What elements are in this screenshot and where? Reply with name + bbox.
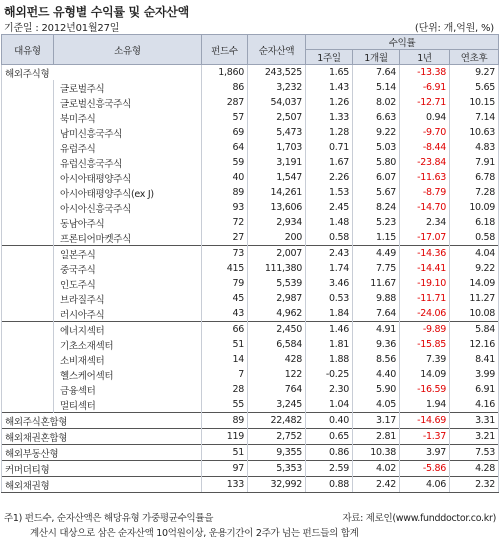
table-row bbox=[2, 367, 499, 382]
cell-net-assets: 2,007 bbox=[248, 246, 306, 262]
cell-1-week: 1.46 bbox=[306, 322, 353, 338]
cell-1-month: 7.64 bbox=[353, 65, 400, 81]
cell-ytd: 8.41 bbox=[450, 352, 499, 367]
cell-1-month: 3.17 bbox=[353, 413, 400, 429]
cell-ytd: 6.91 bbox=[450, 382, 499, 397]
cell-net-assets: 9,355 bbox=[248, 445, 306, 461]
cell-fund-count: 64 bbox=[202, 140, 248, 155]
cell-category: 커머더티형 bbox=[2, 461, 202, 477]
footnote-line-2: 계산시 대상으로 삼은 순자산액 10억원이상, 운용기간이 2주가 넘는 펀드들의 합계 bbox=[30, 528, 359, 539]
cell-ytd: 3.21 bbox=[450, 429, 499, 445]
cell-ytd: 7.53 bbox=[450, 445, 499, 461]
cell-net-assets: 243,525 bbox=[248, 65, 306, 81]
cell-1-year: -24.06 bbox=[400, 306, 450, 322]
cell-1-month: 8.24 bbox=[353, 200, 400, 215]
cell-1-year: 14.09 bbox=[400, 367, 450, 382]
cell-1-year: 7.39 bbox=[400, 352, 450, 367]
cell-fund-count: 40 bbox=[202, 170, 248, 185]
cell-subtype: 글로벌주식 bbox=[54, 80, 202, 95]
cell-net-assets: 2,450 bbox=[248, 322, 306, 338]
cell-ytd: 0.58 bbox=[450, 230, 499, 246]
cell-1-week: 0.40 bbox=[306, 413, 353, 429]
cell-fund-count: 69 bbox=[202, 125, 248, 140]
table-row bbox=[2, 291, 499, 306]
cell-fund-count: 51 bbox=[202, 445, 248, 461]
cell-1-week: 1.88 bbox=[306, 352, 353, 367]
cell-ytd: 4.04 bbox=[450, 246, 499, 262]
header-returns-group: 수익률 bbox=[306, 35, 499, 50]
cell-1-week: -0.25 bbox=[306, 367, 353, 382]
cell-1-month: 7.64 bbox=[353, 306, 400, 322]
cell-1-month: 8.56 bbox=[353, 352, 400, 367]
cell-fund-count: 14 bbox=[202, 352, 248, 367]
header-1-month: 1개월 bbox=[353, 50, 400, 65]
cell-ytd: 14.09 bbox=[450, 276, 499, 291]
cell-1-year: -9.89 bbox=[400, 322, 450, 338]
cell-1-month: 5.23 bbox=[353, 215, 400, 230]
cell-net-assets: 6,584 bbox=[248, 337, 306, 352]
cell-1-year: -8.79 bbox=[400, 185, 450, 200]
source-credit: 자료: 제로인(www.funddoctor.co.kr) bbox=[342, 513, 496, 524]
cell-1-month: 5.67 bbox=[353, 185, 400, 200]
cell-subtype: 소비재섹터 bbox=[54, 352, 202, 367]
cell-1-year: -17.07 bbox=[400, 230, 450, 246]
document-title: 해외펀드 유형별 수익률 및 순자산액 bbox=[4, 5, 189, 19]
cell-fund-count: 51 bbox=[202, 337, 248, 352]
cell-category bbox=[2, 95, 54, 110]
cell-ytd: 9.22 bbox=[450, 261, 499, 276]
cell-net-assets: 1,703 bbox=[248, 140, 306, 155]
cell-net-assets: 1,547 bbox=[248, 170, 306, 185]
cell-1-week: 0.58 bbox=[306, 230, 353, 246]
cell-category bbox=[2, 306, 54, 322]
cell-net-assets: 4,962 bbox=[248, 306, 306, 322]
table-row bbox=[2, 397, 499, 413]
cell-category bbox=[2, 246, 54, 262]
cell-1-year: -11.63 bbox=[400, 170, 450, 185]
cell-net-assets: 3,232 bbox=[248, 80, 306, 95]
cell-fund-count: 66 bbox=[202, 322, 248, 338]
cell-net-assets: 764 bbox=[248, 382, 306, 397]
cell-1-year: -14.69 bbox=[400, 413, 450, 429]
cell-1-week: 1.26 bbox=[306, 95, 353, 110]
table-row bbox=[2, 65, 499, 81]
cell-fund-count: 45 bbox=[202, 291, 248, 306]
header-subtype: 소유형 bbox=[54, 35, 202, 65]
cell-1-month: 2.81 bbox=[353, 429, 400, 445]
cell-1-year: 3.97 bbox=[400, 445, 450, 461]
table-row bbox=[2, 477, 499, 493]
table-row bbox=[2, 185, 499, 200]
cell-ytd: 3.99 bbox=[450, 367, 499, 382]
cell-subtype: 남미신흥국주식 bbox=[54, 125, 202, 140]
cell-net-assets: 54,037 bbox=[248, 95, 306, 110]
table-row bbox=[2, 170, 499, 185]
cell-fund-count: 119 bbox=[202, 429, 248, 445]
cell-fund-count: 27 bbox=[202, 230, 248, 246]
table-row bbox=[2, 80, 499, 95]
table-row bbox=[2, 429, 499, 445]
cell-category bbox=[2, 155, 54, 170]
cell-net-assets: 5,473 bbox=[248, 125, 306, 140]
cell-1-week: 2.45 bbox=[306, 200, 353, 215]
table-row bbox=[2, 125, 499, 140]
cell-subtype: 아시아태평양주식(ex J) bbox=[54, 185, 202, 200]
cell-net-assets: 2,987 bbox=[248, 291, 306, 306]
cell-1-week: 2.26 bbox=[306, 170, 353, 185]
table-body bbox=[2, 65, 499, 493]
cell-1-year: -12.71 bbox=[400, 95, 450, 110]
cell-subtype: 금융섹터 bbox=[54, 382, 202, 397]
cell-ytd: 10.15 bbox=[450, 95, 499, 110]
cell-subtype: 인도주식 bbox=[54, 276, 202, 291]
cell-category bbox=[2, 291, 54, 306]
cell-category bbox=[2, 215, 54, 230]
cell-1-month: 6.63 bbox=[353, 110, 400, 125]
unit-label: (단위: 개,억원, %) bbox=[414, 23, 494, 34]
cell-fund-count: 79 bbox=[202, 276, 248, 291]
cell-ytd: 4.28 bbox=[450, 461, 499, 477]
cell-1-month: 9.36 bbox=[353, 337, 400, 352]
cell-subtype: 러시아주식 bbox=[54, 306, 202, 322]
cell-category: 해외주식혼합형 bbox=[2, 413, 202, 429]
cell-category: 해외주식형 bbox=[2, 65, 202, 81]
cell-fund-count: 59 bbox=[202, 155, 248, 170]
cell-subtype: 헬스케어섹터 bbox=[54, 367, 202, 382]
cell-1-year: -19.10 bbox=[400, 276, 450, 291]
header-1-year: 1년 bbox=[400, 50, 450, 65]
cell-1-week: 0.86 bbox=[306, 445, 353, 461]
cell-fund-count: 93 bbox=[202, 200, 248, 215]
cell-subtype: 기초소재섹터 bbox=[54, 337, 202, 352]
cell-1-week: 1.28 bbox=[306, 125, 353, 140]
cell-fund-count: 89 bbox=[202, 413, 248, 429]
cell-fund-count: 7 bbox=[202, 367, 248, 382]
footnote-text: 주1) 펀드수, 순자산액은 해당유형 가중평균수익률을 bbox=[4, 513, 214, 524]
cell-1-week: 2.43 bbox=[306, 246, 353, 262]
cell-1-year: -15.85 bbox=[400, 337, 450, 352]
cell-category: 해외부동산형 bbox=[2, 445, 202, 461]
cell-net-assets: 22,482 bbox=[248, 413, 306, 429]
cell-category bbox=[2, 322, 54, 338]
table-row bbox=[2, 445, 499, 461]
cell-ytd: 7.28 bbox=[450, 185, 499, 200]
cell-fund-count: 133 bbox=[202, 477, 248, 493]
cell-1-month: 9.22 bbox=[353, 125, 400, 140]
cell-1-week: 0.53 bbox=[306, 291, 353, 306]
cell-1-month: 6.07 bbox=[353, 170, 400, 185]
cell-net-assets: 5,539 bbox=[248, 276, 306, 291]
cell-net-assets: 2,507 bbox=[248, 110, 306, 125]
cell-1-year: -9.70 bbox=[400, 125, 450, 140]
cell-net-assets: 5,353 bbox=[248, 461, 306, 477]
cell-1-year: 1.94 bbox=[400, 397, 450, 413]
cell-1-month: 8.02 bbox=[353, 95, 400, 110]
cell-1-week: 1.74 bbox=[306, 261, 353, 276]
cell-ytd: 6.78 bbox=[450, 170, 499, 185]
cell-1-month: 4.49 bbox=[353, 246, 400, 262]
cell-1-year: -23.84 bbox=[400, 155, 450, 170]
cell-category bbox=[2, 110, 54, 125]
cell-1-year: -11.71 bbox=[400, 291, 450, 306]
cell-1-month: 1.15 bbox=[353, 230, 400, 246]
table-row bbox=[2, 461, 499, 477]
cell-1-year: 2.34 bbox=[400, 215, 450, 230]
cell-net-assets: 2,934 bbox=[248, 215, 306, 230]
footnote-line-1 bbox=[4, 510, 496, 524]
table-row bbox=[2, 200, 499, 215]
table-row bbox=[2, 322, 499, 338]
cell-category bbox=[2, 367, 54, 382]
cell-1-week: 1.33 bbox=[306, 110, 353, 125]
cell-net-assets: 3,191 bbox=[248, 155, 306, 170]
cell-1-year: -1.37 bbox=[400, 429, 450, 445]
table-row bbox=[2, 95, 499, 110]
cell-subtype: 유럽신흥국주식 bbox=[54, 155, 202, 170]
header-fund-count: 펀드수 bbox=[202, 35, 248, 65]
table-row bbox=[2, 246, 499, 262]
cell-1-year: -13.38 bbox=[400, 65, 450, 81]
cell-fund-count: 28 bbox=[202, 382, 248, 397]
table-row bbox=[2, 215, 499, 230]
cell-subtype: 북미주식 bbox=[54, 110, 202, 125]
cell-ytd: 4.16 bbox=[450, 397, 499, 413]
table-row bbox=[2, 276, 499, 291]
cell-category bbox=[2, 397, 54, 413]
cell-net-assets: 428 bbox=[248, 352, 306, 367]
cell-ytd: 3.31 bbox=[450, 413, 499, 429]
cell-category bbox=[2, 337, 54, 352]
cell-net-assets: 122 bbox=[248, 367, 306, 382]
cell-1-year: -8.44 bbox=[400, 140, 450, 155]
cell-ytd: 11.27 bbox=[450, 291, 499, 306]
cell-category bbox=[2, 170, 54, 185]
cell-net-assets: 14,261 bbox=[248, 185, 306, 200]
cell-1-month: 11.67 bbox=[353, 276, 400, 291]
cell-1-month: 7.75 bbox=[353, 261, 400, 276]
cell-1-month: 4.91 bbox=[353, 322, 400, 338]
cell-1-year: -14.70 bbox=[400, 200, 450, 215]
cell-category bbox=[2, 125, 54, 140]
cell-category bbox=[2, 185, 54, 200]
cell-fund-count: 73 bbox=[202, 246, 248, 262]
cell-fund-count: 97 bbox=[202, 461, 248, 477]
cell-subtype: 동남아주식 bbox=[54, 215, 202, 230]
cell-ytd: 10.08 bbox=[450, 306, 499, 322]
cell-ytd: 10.63 bbox=[450, 125, 499, 140]
cell-fund-count: 72 bbox=[202, 215, 248, 230]
cell-category bbox=[2, 261, 54, 276]
cell-net-assets: 2,752 bbox=[248, 429, 306, 445]
cell-ytd: 6.18 bbox=[450, 215, 499, 230]
cell-category: 해외채권형 bbox=[2, 477, 202, 493]
cell-ytd: 12.16 bbox=[450, 337, 499, 352]
header-1-week: 1주일 bbox=[306, 50, 353, 65]
header-category: 대유형 bbox=[2, 35, 54, 65]
cell-subtype: 아시아신흥국주식 bbox=[54, 200, 202, 215]
cell-1-year: -16.59 bbox=[400, 382, 450, 397]
cell-1-year: 4.06 bbox=[400, 477, 450, 493]
cell-1-week: 3.46 bbox=[306, 276, 353, 291]
header-net-assets: 순자산액 bbox=[248, 35, 306, 65]
cell-1-week: 1.84 bbox=[306, 306, 353, 322]
cell-1-week: 1.43 bbox=[306, 80, 353, 95]
cell-subtype: 유럽주식 bbox=[54, 140, 202, 155]
cell-1-month: 9.88 bbox=[353, 291, 400, 306]
table-row bbox=[2, 382, 499, 397]
subheader-line bbox=[4, 19, 494, 34]
cell-1-month: 4.02 bbox=[353, 461, 400, 477]
cell-fund-count: 43 bbox=[202, 306, 248, 322]
table-row bbox=[2, 110, 499, 125]
cell-net-assets: 32,992 bbox=[248, 477, 306, 493]
cell-ytd: 2.32 bbox=[450, 477, 499, 493]
cell-fund-count: 55 bbox=[202, 397, 248, 413]
table-row bbox=[2, 140, 499, 155]
cell-1-month: 4.05 bbox=[353, 397, 400, 413]
cell-1-month: 5.03 bbox=[353, 140, 400, 155]
cell-category bbox=[2, 140, 54, 155]
cell-category bbox=[2, 352, 54, 367]
cell-ytd: 5.84 bbox=[450, 322, 499, 338]
cell-subtype: 글로벌신흥국주식 bbox=[54, 95, 202, 110]
cell-ytd: 7.14 bbox=[450, 110, 499, 125]
cell-category: 해외채권혼합형 bbox=[2, 429, 202, 445]
cell-subtype: 브라질주식 bbox=[54, 291, 202, 306]
cell-1-week: 0.65 bbox=[306, 429, 353, 445]
cell-ytd: 7.91 bbox=[450, 155, 499, 170]
cell-1-week: 2.59 bbox=[306, 461, 353, 477]
cell-1-week: 0.71 bbox=[306, 140, 353, 155]
cell-net-assets: 3,245 bbox=[248, 397, 306, 413]
table-row bbox=[2, 352, 499, 367]
cell-1-month: 5.80 bbox=[353, 155, 400, 170]
cell-category bbox=[2, 276, 54, 291]
table-row bbox=[2, 306, 499, 322]
fund-returns-table bbox=[1, 34, 499, 493]
cell-1-year: -14.41 bbox=[400, 261, 450, 276]
cell-1-year: -14.36 bbox=[400, 246, 450, 262]
cell-1-week: 0.88 bbox=[306, 477, 353, 493]
cell-1-month: 4.40 bbox=[353, 367, 400, 382]
cell-1-month: 5.90 bbox=[353, 382, 400, 397]
cell-1-year: -5.86 bbox=[400, 461, 450, 477]
cell-1-week: 1.48 bbox=[306, 215, 353, 230]
cell-subtype: 일본주식 bbox=[54, 246, 202, 262]
cell-fund-count: 57 bbox=[202, 110, 248, 125]
cell-fund-count: 287 bbox=[202, 95, 248, 110]
cell-1-week: 1.04 bbox=[306, 397, 353, 413]
cell-1-month: 2.42 bbox=[353, 477, 400, 493]
cell-net-assets: 13,606 bbox=[248, 200, 306, 215]
cell-subtype: 에너지섹터 bbox=[54, 322, 202, 338]
cell-1-month: 10.38 bbox=[353, 445, 400, 461]
cell-1-week: 1.81 bbox=[306, 337, 353, 352]
cell-ytd: 5.65 bbox=[450, 80, 499, 95]
cell-ytd: 9.27 bbox=[450, 65, 499, 81]
cell-1-week: 2.30 bbox=[306, 382, 353, 397]
cell-1-year: -6.91 bbox=[400, 80, 450, 95]
cell-fund-count: 86 bbox=[202, 80, 248, 95]
cell-net-assets: 111,380 bbox=[248, 261, 306, 276]
cell-category bbox=[2, 382, 54, 397]
cell-ytd: 4.83 bbox=[450, 140, 499, 155]
cell-fund-count: 1,860 bbox=[202, 65, 248, 81]
cell-subtype: 중국주식 bbox=[54, 261, 202, 276]
cell-fund-count: 415 bbox=[202, 261, 248, 276]
cell-1-year: 0.94 bbox=[400, 110, 450, 125]
cell-1-week: 1.67 bbox=[306, 155, 353, 170]
cell-category bbox=[2, 80, 54, 95]
table-row bbox=[2, 413, 499, 429]
table-row bbox=[2, 337, 499, 352]
cell-fund-count: 89 bbox=[202, 185, 248, 200]
cell-subtype: 프론티어마켓주식 bbox=[54, 230, 202, 246]
table-row bbox=[2, 155, 499, 170]
table-row bbox=[2, 230, 499, 246]
cell-ytd: 10.09 bbox=[450, 200, 499, 215]
cell-1-month: 5.14 bbox=[353, 80, 400, 95]
cell-1-week: 1.65 bbox=[306, 65, 353, 81]
cell-net-assets: 200 bbox=[248, 230, 306, 246]
table-row bbox=[2, 261, 499, 276]
cell-subtype: 아시아태평양주식 bbox=[54, 170, 202, 185]
cell-category bbox=[2, 200, 54, 215]
cell-category bbox=[2, 230, 54, 246]
cell-subtype: 멀티섹터 bbox=[54, 397, 202, 413]
header-ytd: 연초후 bbox=[450, 50, 499, 65]
cell-1-week: 1.53 bbox=[306, 185, 353, 200]
base-date: 기준일 : 2012년01월27일 bbox=[4, 23, 120, 34]
